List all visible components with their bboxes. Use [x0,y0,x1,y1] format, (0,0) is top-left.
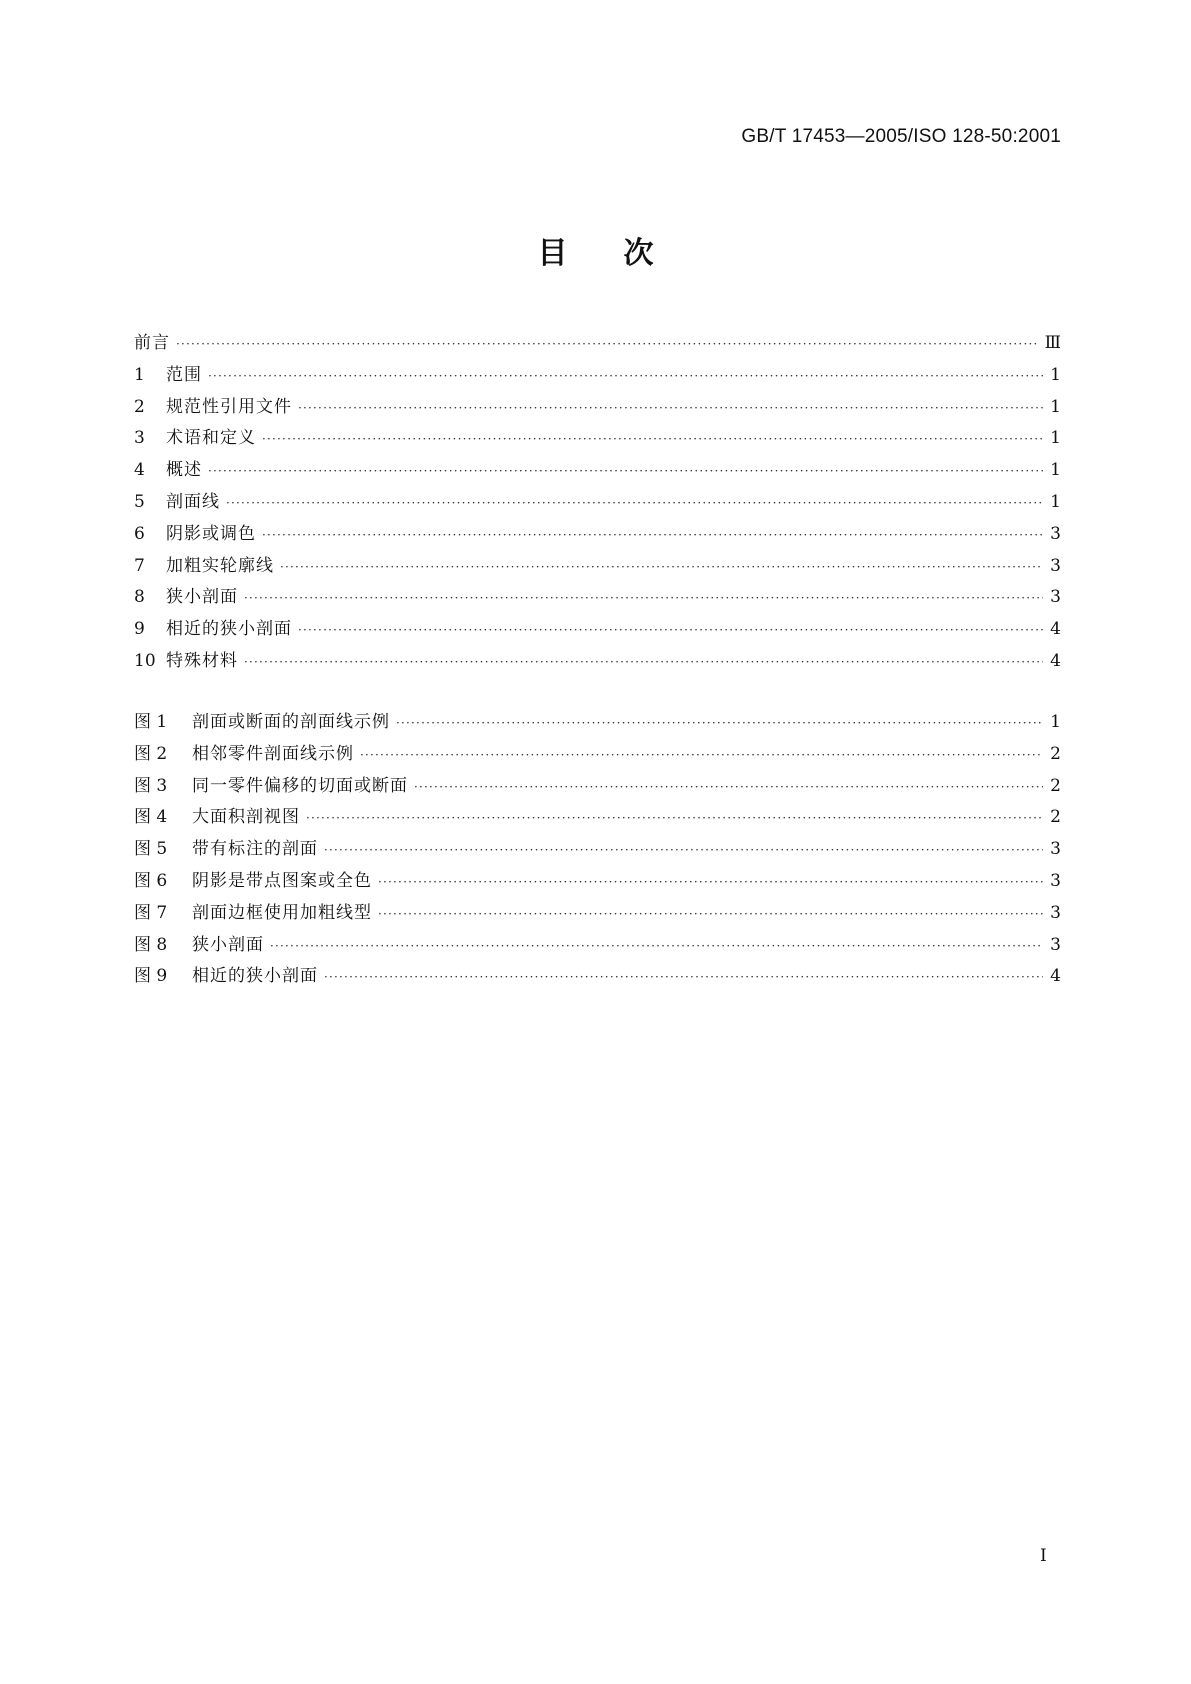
entry-number: 3 [134,428,145,449]
page-title [0,228,1191,272]
figure-entry[interactable] [134,802,1061,834]
entry-page: 1 [1050,364,1061,385]
dot-leader [298,401,1043,415]
entry-page: 3 [1050,902,1061,923]
toc-entry[interactable] [134,423,1061,455]
entry-number: 图 7 [134,902,168,923]
entry-page: 1 [1050,491,1061,512]
figure-entry[interactable] [134,961,1061,993]
entry-page: 2 [1050,807,1061,828]
entry-label: 特殊材料 [166,650,238,671]
entry-label: 狭小剖面 [192,934,264,955]
toc-entry[interactable] [134,360,1061,392]
entry-page: 1 [1050,428,1061,449]
dot-leader [226,496,1043,510]
entry-number: 图 6 [134,870,168,891]
dot-leader [176,337,1039,351]
toc-entry[interactable] [134,582,1061,614]
entry-number: 10 [134,650,156,671]
entry-page: 1 [1050,712,1061,732]
dot-leader [396,716,1043,730]
dot-leader [244,591,1043,605]
page-number: I [1040,1546,1047,1566]
entry-label: 带有标注的剖面 [192,839,318,860]
figure-entry[interactable] [134,898,1061,930]
entry-label: 狭小剖面 [166,587,238,608]
figure-entry[interactable] [134,834,1061,866]
dot-leader [378,907,1043,921]
entry-page: 3 [1050,523,1061,544]
dot-leader [262,432,1043,446]
table-of-contents [134,328,1061,678]
entry-number: 8 [134,587,145,608]
figure-entry[interactable] [134,739,1061,771]
entry-number: 图 4 [134,807,168,828]
standard-number: GB/T 17453—2005/ISO 128-50:2001 [741,126,1061,147]
dot-leader [306,811,1043,825]
toc-entry[interactable] [134,614,1061,646]
entry-number: 图 3 [134,775,168,796]
entry-label: 加粗实轮廓线 [166,555,274,576]
entry-number: 图 9 [134,966,168,987]
entry-page: 3 [1050,839,1061,860]
entry-label: 术语和定义 [166,428,256,449]
entry-label: 规范性引用文件 [166,396,292,417]
entry-page: 1 [1050,396,1061,417]
entry-label: 范围 [166,364,202,385]
entry-label: 剖面线 [166,491,220,512]
entry-label: 大面积剖视图 [192,807,300,828]
entry-number: 5 [134,491,145,512]
dot-leader [324,970,1043,984]
entry-number: 图 8 [134,934,168,955]
entry-label: 阴影是带点图案或全色 [192,870,372,891]
entry-label: 相邻零件剖面线示例 [192,743,354,764]
entry-label: 剖面边框使用加粗线型 [192,902,372,923]
entry-label: 前言 [134,333,170,353]
entry-page: 2 [1050,775,1061,796]
title-char: 目 [537,236,568,271]
toc-entry[interactable] [134,519,1061,551]
entry-number: 2 [134,396,145,417]
entry-number: 图 5 [134,839,168,860]
dot-leader [298,623,1043,637]
dot-leader [414,780,1043,794]
entry-label: 阴影或调色 [166,523,256,544]
entry-number: 7 [134,555,145,576]
figure-entry[interactable] [134,930,1061,962]
dot-leader [270,939,1043,953]
entry-number: 6 [134,523,145,544]
entry-page: 4 [1050,966,1061,987]
title-char: 次 [623,236,654,271]
entry-page: 3 [1050,870,1061,891]
list-of-figures [134,707,1061,993]
dot-leader [208,369,1043,383]
dot-leader [360,748,1043,762]
entry-number: 1 [134,364,145,385]
entry-page: 3 [1050,555,1061,576]
dot-leader [208,464,1043,478]
entry-label: 概述 [166,460,202,481]
toc-entry[interactable] [134,646,1061,678]
entry-page: 2 [1050,743,1061,764]
entry-label: 同一零件偏移的切面或断面 [192,775,408,796]
dot-leader [378,875,1043,889]
dot-leader [244,655,1043,669]
toc-entry[interactable] [134,487,1061,519]
entry-page: 4 [1050,619,1061,640]
entry-number: 图 2 [134,743,168,764]
figure-entry[interactable] [134,707,1061,739]
toc-entry[interactable] [134,551,1061,583]
entry-page: Ⅲ [1044,333,1061,353]
toc-entry[interactable] [134,392,1061,424]
figure-entry[interactable] [134,771,1061,803]
toc-entry[interactable] [134,328,1061,360]
entry-label: 相近的狭小剖面 [192,966,318,987]
entry-label: 剖面或断面的剖面线示例 [192,712,390,732]
entry-number: 9 [134,619,145,640]
entry-number: 4 [134,460,145,481]
dot-leader [280,560,1043,574]
entry-label: 相近的狭小剖面 [166,619,292,640]
dot-leader [262,528,1043,542]
entry-page: 4 [1050,650,1061,671]
toc-entry[interactable] [134,455,1061,487]
figure-entry[interactable] [134,866,1061,898]
entry-page: 3 [1050,934,1061,955]
entry-number: 图 1 [134,712,168,732]
dot-leader [324,843,1043,857]
entry-page: 3 [1050,587,1061,608]
entry-page: 1 [1050,460,1061,481]
